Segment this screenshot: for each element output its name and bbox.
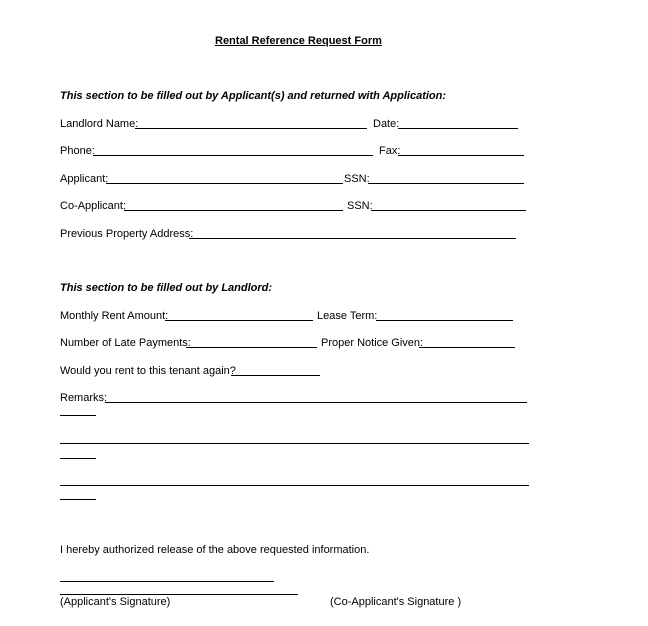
authorization-statement: I hereby authorized release of the above requested information.: [60, 544, 370, 556]
late-payments-field[interactable]: [186, 347, 317, 348]
applicant-signature-label: (Applicant's Signature): [60, 596, 171, 608]
late-payments-label: Number of Late Payments:: [60, 337, 191, 349]
remarks-line-1[interactable]: [105, 402, 527, 403]
lease-term-field[interactable]: [376, 320, 513, 321]
landlord-name-field[interactable]: [135, 128, 367, 129]
fax-field[interactable]: [398, 155, 524, 156]
date-label: Date:: [373, 118, 400, 130]
landlord-name-label: Landlord Name:: [60, 118, 139, 130]
applicant-label: Applicant:: [60, 173, 109, 185]
date-field[interactable]: [398, 128, 518, 129]
previous-address-field[interactable]: [189, 238, 516, 239]
remarks-line-3-tail[interactable]: [60, 499, 96, 500]
applicant-signature-line[interactable]: [60, 581, 274, 582]
fax-label: Fax:: [379, 145, 401, 157]
proper-notice-field[interactable]: [419, 347, 515, 348]
monthly-rent-field[interactable]: [165, 320, 313, 321]
phone-label: Phone:: [60, 145, 95, 157]
co-applicant-signature-label: (Co-Applicant's Signature ): [330, 596, 462, 608]
previous-address-label: Previous Property Address:: [60, 228, 194, 240]
monthly-rent-label: Monthly Rent Amount:: [60, 310, 169, 322]
lease-term-label: Lease Term:: [317, 310, 378, 322]
applicant-ssn-label: SSN:: [344, 173, 370, 185]
co-applicant-label: Co-Applicant:: [60, 200, 127, 212]
form-title: Rental Reference Request Form: [215, 35, 382, 47]
co-applicant-ssn-field[interactable]: [371, 210, 526, 211]
rent-again-label: Would you rent to this tenant again?: [60, 365, 236, 377]
proper-notice-label: Proper Notice Given:: [321, 337, 424, 349]
applicant-ssn-field[interactable]: [368, 183, 524, 184]
co-applicant-field[interactable]: [124, 210, 343, 211]
remarks-line-2[interactable]: [60, 443, 529, 444]
phone-field[interactable]: [93, 155, 373, 156]
rent-again-field[interactable]: [231, 375, 320, 376]
remarks-line-1-tail[interactable]: [60, 415, 96, 416]
remarks-line-2-tail[interactable]: [60, 458, 96, 459]
applicant-section-heading: This section to be filled out by Applicant(s) and returned with Application:: [60, 90, 447, 102]
applicant-field[interactable]: [106, 183, 343, 184]
co-applicant-signature-line[interactable]: [60, 594, 298, 595]
landlord-section-heading: This section to be filled out by Landlord:: [60, 282, 273, 294]
remarks-label: Remarks:: [60, 392, 108, 404]
co-applicant-ssn-label: SSN:: [347, 200, 373, 212]
remarks-line-3[interactable]: [60, 485, 529, 486]
